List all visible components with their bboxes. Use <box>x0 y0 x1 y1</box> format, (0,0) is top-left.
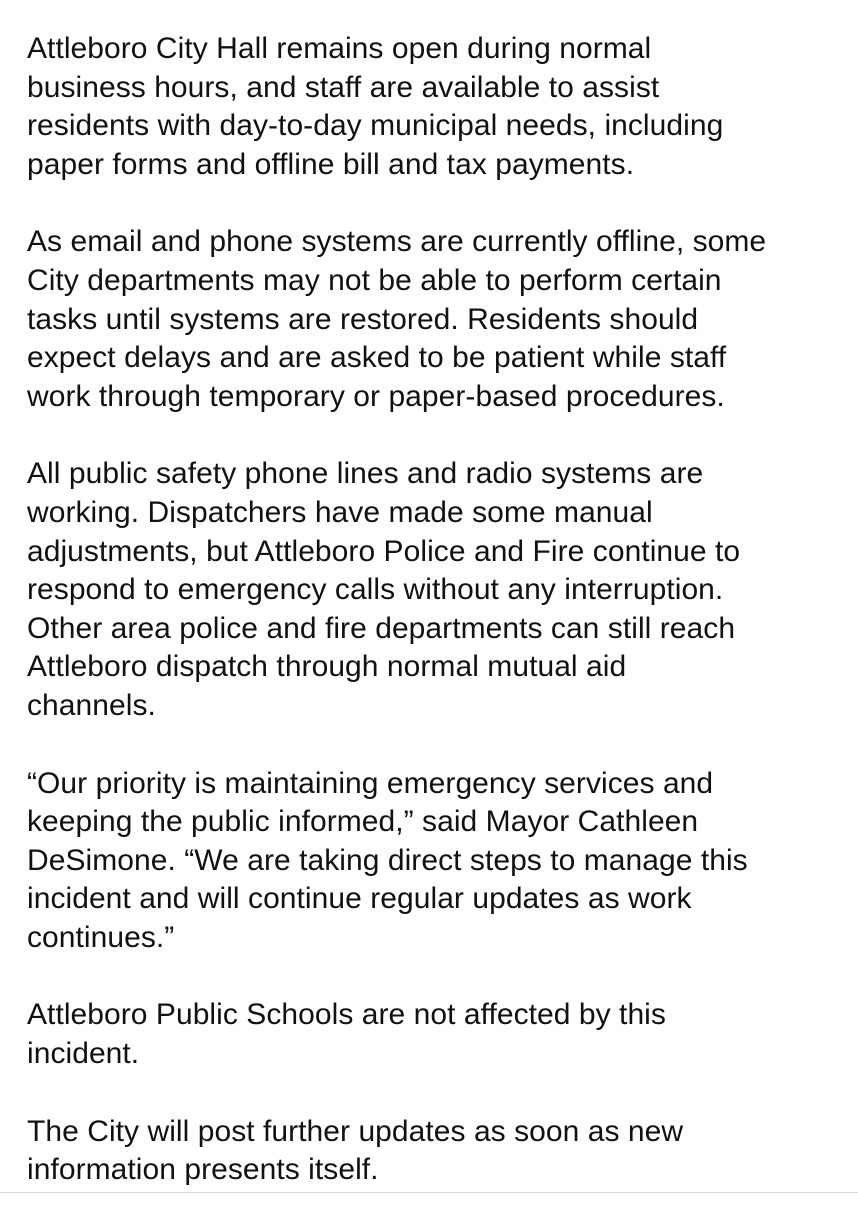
paragraph-line: keeping the public informed,” said Mayor Cathleen <box>27 805 699 839</box>
paragraph-line: tasks until systems are restored. Residents should <box>27 302 699 336</box>
paragraph-line: DeSimone. “We are taking direct steps to manage this <box>27 843 748 877</box>
paragraph-line: incident. <box>27 1037 140 1071</box>
paragraph-line: information presents itself. <box>27 1153 379 1187</box>
paragraph-line: The City will post further updates as soon as new <box>27 1114 684 1148</box>
paragraph-city-hall <box>27 30 839 184</box>
bottom-divider <box>0 1192 858 1193</box>
paragraph-line: Attleboro City Hall remains open during normal <box>27 32 652 65</box>
paragraph-line: adjustments, but Attleboro Police and Fire continue to <box>27 534 741 568</box>
paragraph-line: continues.” <box>27 920 175 954</box>
paragraph-line: Other area police and fire departments can still reach <box>27 611 736 645</box>
paragraph-line: paper forms and offline bill and tax payments. <box>27 147 635 181</box>
paragraph-mayor-quote <box>27 765 839 958</box>
paragraph-line: work through temporary or paper-based procedures. <box>27 379 725 413</box>
post-body <box>27 30 839 1229</box>
paragraph-systems-offline <box>27 223 839 416</box>
paragraph-line: residents with day-to-day municipal needs, including <box>27 109 724 143</box>
paragraph-line: expect delays and are asked to be patient while staff <box>27 341 727 375</box>
paragraph-line: “Our priority is maintaining emergency services and <box>27 766 714 800</box>
paragraph-line: respond to emergency calls without any interruption. <box>27 573 724 607</box>
paragraph-line: City departments may not be able to perform certain <box>27 263 722 297</box>
paragraph-line: Attleboro Public Schools are not affected by this <box>27 998 666 1032</box>
paragraph-line: incident and will continue regular updates as work <box>27 882 692 916</box>
paragraph-line: All public safety phone lines and radio systems are <box>27 457 704 491</box>
paragraph-public-safety <box>27 455 839 725</box>
paragraph-schools <box>27 996 839 1073</box>
paragraph-line: channels. <box>27 688 156 722</box>
paragraph-line: working. Dispatchers have made some manual <box>27 495 653 529</box>
paragraph-line: As email and phone systems are currently offline, some <box>27 225 767 259</box>
paragraph-line: business hours, and staff are available to assist <box>27 70 660 104</box>
paragraph-line: Attleboro dispatch through normal mutual aid <box>27 650 627 684</box>
paragraph-further-updates <box>27 1113 839 1190</box>
